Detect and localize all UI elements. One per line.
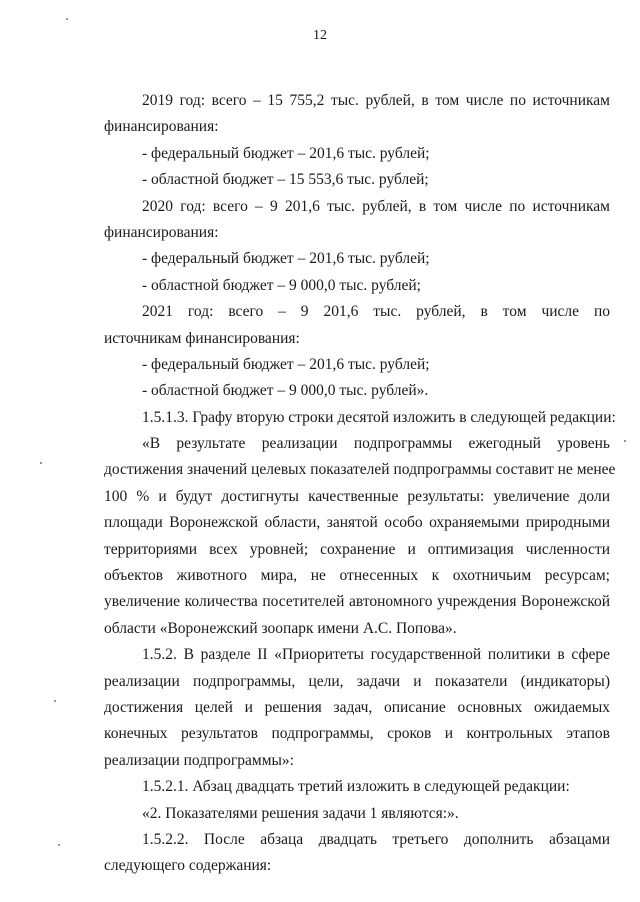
- text-line: - федеральный бюджет – 201,6 тыс. рублей;: [142, 250, 430, 268]
- text-line: достижения значений целевых показателей подпрограммы составит не менее: [104, 461, 616, 479]
- text-line: следующего содержания:: [104, 857, 272, 875]
- text-line: 1.5.1.3. Графу вторую строки десятой изложить в следующей редакции:: [142, 408, 616, 426]
- text-line: 1.5.2.2. После абзаца двадцать третьего дополнить абзацами: [142, 830, 610, 848]
- text-line: реализации подпрограммы, цели, задачи и показатели (индикаторы): [104, 672, 610, 690]
- text-line: конечных результатов подпрограммы, сроков и контрольных этапов: [104, 725, 610, 743]
- text-line: объектов животного мира, не отнесенных к охотничьим ресурсам;: [104, 567, 610, 585]
- text-line: «2. Показателями решения задачи 1 являются:».: [142, 804, 459, 822]
- text-line: 2019 год: всего – 15 755,2 тыс. рублей, в том числе по источникам: [142, 92, 610, 109]
- text-line: 1.5.2. В разделе II «Приоритеты государственной политики в сфере: [142, 646, 610, 664]
- scan-speck: [624, 440, 626, 442]
- document-body: [104, 88, 616, 880]
- text-line: 1.5.2.1. Абзац двадцать третий изложить в следующей редакции:: [142, 778, 570, 796]
- text-line: - областной бюджет – 15 553,6 тыс. рублей;: [142, 171, 429, 189]
- text-line: реализации подпрограммы»:: [104, 751, 294, 769]
- text-line: 2020 год: всего – 9 201,6 тыс. рублей, в том числе по источникам: [142, 197, 610, 215]
- text-line: источникам финансирования:: [104, 329, 300, 347]
- text-line: площади Воронежской области, занятой особо охраняемыми природными: [104, 514, 610, 532]
- text-line: - федеральный бюджет – 201,6 тыс. рублей;: [142, 144, 430, 162]
- text-line: области «Воронежский зоопарк имени А.С. Попова».: [104, 619, 457, 637]
- scan-speck: [58, 844, 60, 846]
- text-line: финансирования:: [104, 118, 219, 136]
- text-line: 100 % и будут достигнуты качественные результаты: увеличение доли: [104, 487, 610, 505]
- text-line: увеличение количества посетителей автономного учреждения Воронежской: [104, 593, 610, 611]
- scan-speck: [66, 18, 68, 20]
- text-line: 2021 год: всего – 9 201,6 тыс. рублей, в том числе по: [142, 303, 610, 321]
- text-line: - областной бюджет – 9 000,0 тыс. рублей;: [142, 276, 421, 294]
- text-line: - областной бюджет – 9 000,0 тыс. рублей».: [142, 382, 429, 400]
- text-line: - федеральный бюджет – 201,6 тыс. рублей;: [142, 355, 430, 373]
- page-number: 12: [313, 28, 327, 43]
- text-line: достижения целей и решения задач, описание основных ожидаемых: [104, 698, 610, 716]
- scan-speck: [54, 700, 56, 702]
- text-line: «В результате реализации подпрограммы ежегодный уровень: [142, 435, 610, 453]
- text-line: территориями всех уровней; сохранение и оптимизация численности: [104, 540, 610, 558]
- scan-speck: [40, 462, 42, 464]
- text-line: финансирования:: [104, 223, 219, 241]
